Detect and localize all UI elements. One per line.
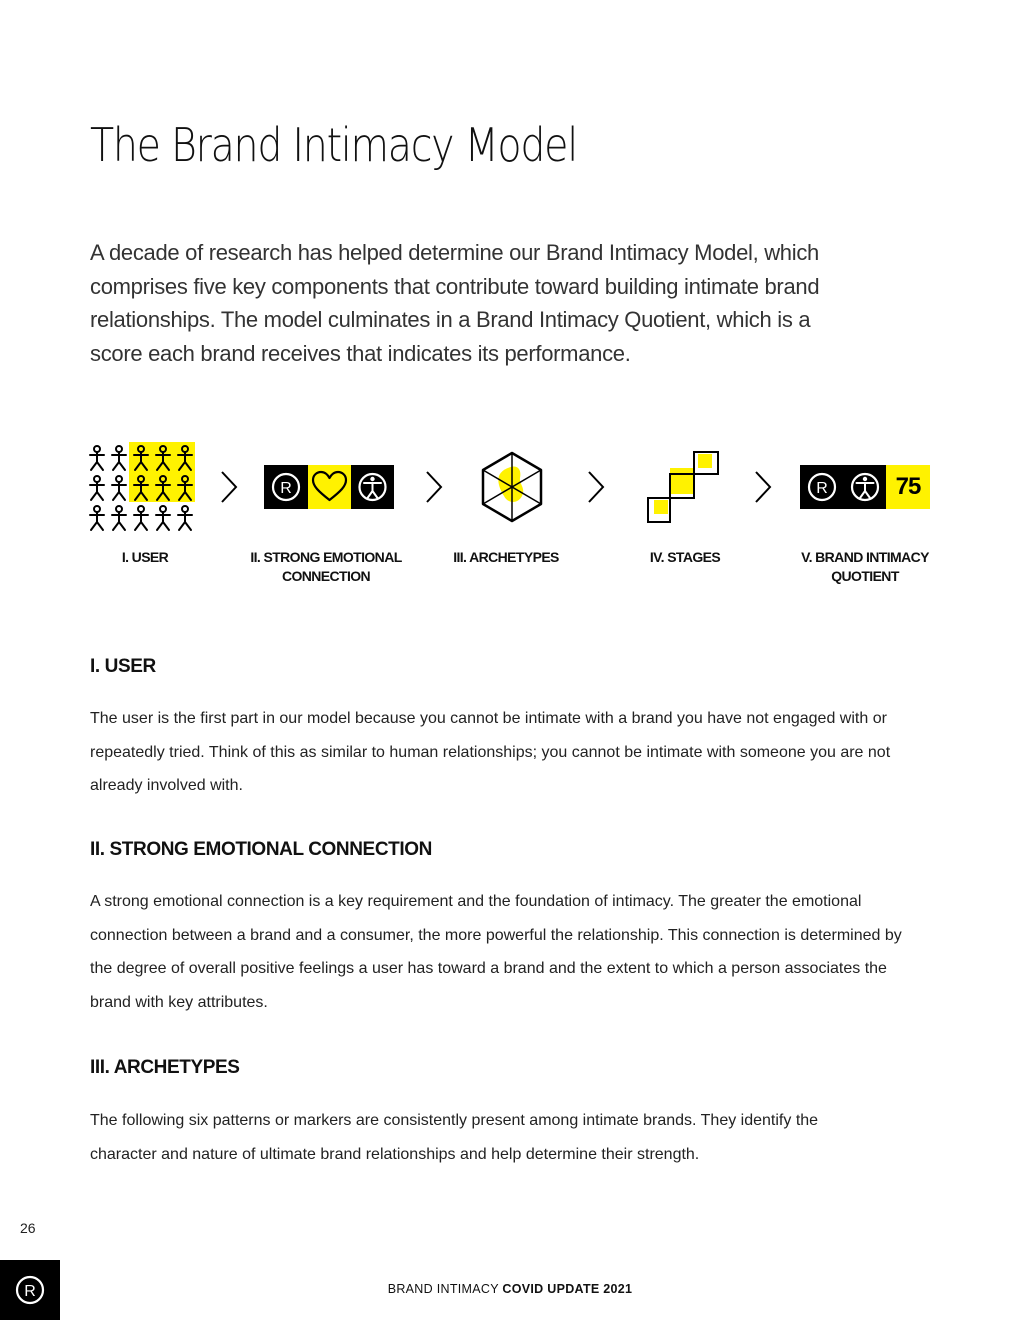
person-figure-icon [178,506,192,530]
page-title: The Brand Intimacy Model [90,118,577,172]
person-figure-icon [112,506,126,530]
step-label-quotient: V. BRAND INTIMACY QUOTIENT [801,549,929,584]
section-heading-user: I. USER [90,656,156,677]
section-body-emotional-connection: A strong emotional connection is a key requirement and the foundation of intimacy. The greater the emotional connection between a brand and a consumer, the more powerful the relationship. This connection is determined by the degree of overall positive feelings a user has toward a brand and the extent to which a person associates the brand with key attributes. [90,893,902,1011]
person-figure-icon [112,476,126,500]
footer-right-text: COVID UPDATE 2021 [502,1282,633,1296]
user-grid-icon [86,442,198,534]
svg-text:R: R [816,480,828,497]
person-figure-icon [156,506,170,530]
stages-steps-icon [644,448,724,526]
page-number: 26 [20,1220,36,1236]
person-figure-icon [134,506,148,530]
person-figure-icon [90,476,104,500]
svg-text:R: R [280,480,292,497]
section-body-user: The user is the first part in our model because you cannot be intimate with a brand you have not engaged with or repeatedly tried. Think of this as similar to human relationships; you cannot be intimate with someone you are not already involved with. [90,710,891,794]
svg-text:R: R [24,1283,36,1300]
page-footer [0,1282,1020,1296]
emotional-connection-icon [264,465,394,509]
chevron-right-icon [586,470,606,504]
section-heading-emotional-connection: II. STRONG EMOTIONAL CONNECTION [90,839,432,860]
step-label-archetypes: III. ARCHETYPES [453,549,559,565]
step-label-user: I. USER [121,549,169,565]
chevron-right-icon [424,470,444,504]
step-label-stages: IV. STAGES [649,549,721,565]
step-label-emotional-connection: II. STRONG EMOTIONAL CONNECTION [250,549,402,584]
quotient-score-value: 75 [895,473,921,500]
person-figure-icon [90,506,104,530]
archetypes-hexagon-icon [478,450,546,524]
section-body-archetypes: The following six patterns or markers are consistently present among intimate brands. They identify the character and nature of ultimate brand relationships and help determine their strength. [90,1112,819,1163]
intro-paragraph: A decade of research has helped determine our Brand Intimacy Model, which comprises five key components that contribute toward building intimate brand relationships. The model culminates in a Brand Intimacy Quotient, which is a score each brand receives that indicates its performance. [90,240,820,366]
brand-intimacy-model-diagram [0,430,1020,600]
person-figure-icon [90,446,104,470]
chevron-right-icon [219,470,239,504]
person-figure-icon [112,446,126,470]
section-heading-archetypes: III. ARCHETYPES [90,1057,240,1078]
chevron-right-icon [753,470,773,504]
quotient-score-icon [800,465,930,509]
footer-left-text: BRAND INTIMACY [387,1282,499,1296]
